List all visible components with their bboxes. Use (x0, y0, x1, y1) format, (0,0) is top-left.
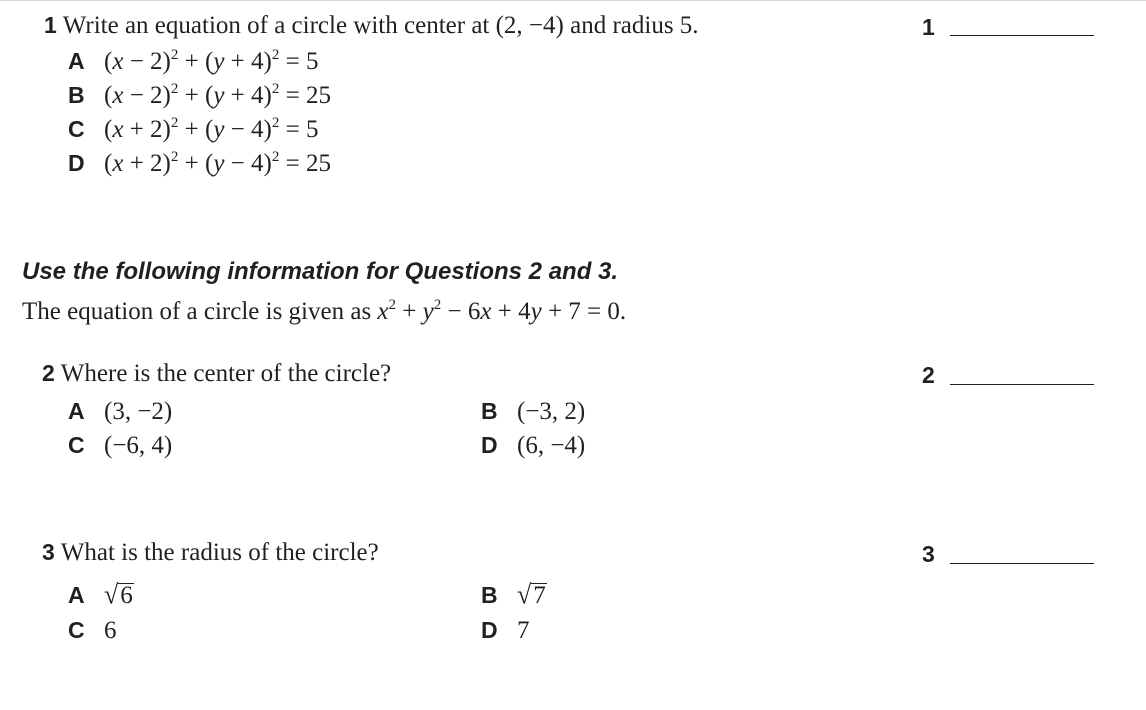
answer-blank-2[interactable] (950, 383, 1094, 385)
question-number: 3 (42, 539, 55, 565)
q1-choice-a[interactable]: A $(x - 2)^2 + (y + 4)^2 = 5$ (68, 47, 319, 75)
q1-choice-d[interactable]: D $(x + 2)^2 + (y - 4)^2 = 25$ (68, 149, 331, 177)
question-text: What is the radius of the circle? (60, 539, 379, 566)
question-text: Write an equation of a circle with center at (2, −4) and radius 5. (62, 12, 699, 39)
question-1 (44, 12, 699, 40)
q2-choice-c[interactable]: C (−6, 4) (68, 432, 173, 459)
question-number: 1 (44, 12, 57, 38)
q3-choice-c[interactable]: C 6 (68, 617, 117, 644)
sqrt-symbol: √6 (104, 579, 133, 610)
q2-choice-d[interactable]: D (6, −4) (481, 432, 586, 459)
question-number: 2 (42, 360, 55, 386)
q2-choice-a[interactable]: A (3, −2) (68, 398, 173, 425)
question-text: Where is the center of the circle? (60, 360, 392, 387)
q3-choice-d[interactable]: D 7 (481, 617, 530, 644)
answer-label-3: 3 (922, 541, 935, 567)
question-2 (42, 360, 391, 388)
q3-choice-a[interactable]: A √6 (68, 579, 133, 610)
sqrt-symbol: √7 (517, 579, 546, 610)
question-3 (42, 539, 379, 567)
q2-choice-b[interactable]: B (−3, 2) (481, 398, 586, 425)
top-divider (0, 0, 1146, 4)
q1-choice-b[interactable]: B $(x - 2)^2 + (y + 4)^2 = 25$ (68, 81, 331, 109)
answer-label-2: 2 (922, 362, 935, 388)
answer-blank-1[interactable] (950, 34, 1094, 36)
q3-choice-b[interactable]: B √7 (481, 579, 546, 610)
info-equation: The equation of a circle is given as $x^2 + y^2 - 6x + 4y + 7 = 0$. (22, 297, 627, 325)
answer-label-1: 1 (922, 14, 935, 40)
q1-choice-c[interactable]: C $(x + 2)^2 + (y - 4)^2 = 5$ (68, 115, 319, 143)
answer-blank-3[interactable] (950, 562, 1094, 564)
info-heading: Use the following information for Questions 2 and 3. (22, 258, 619, 285)
